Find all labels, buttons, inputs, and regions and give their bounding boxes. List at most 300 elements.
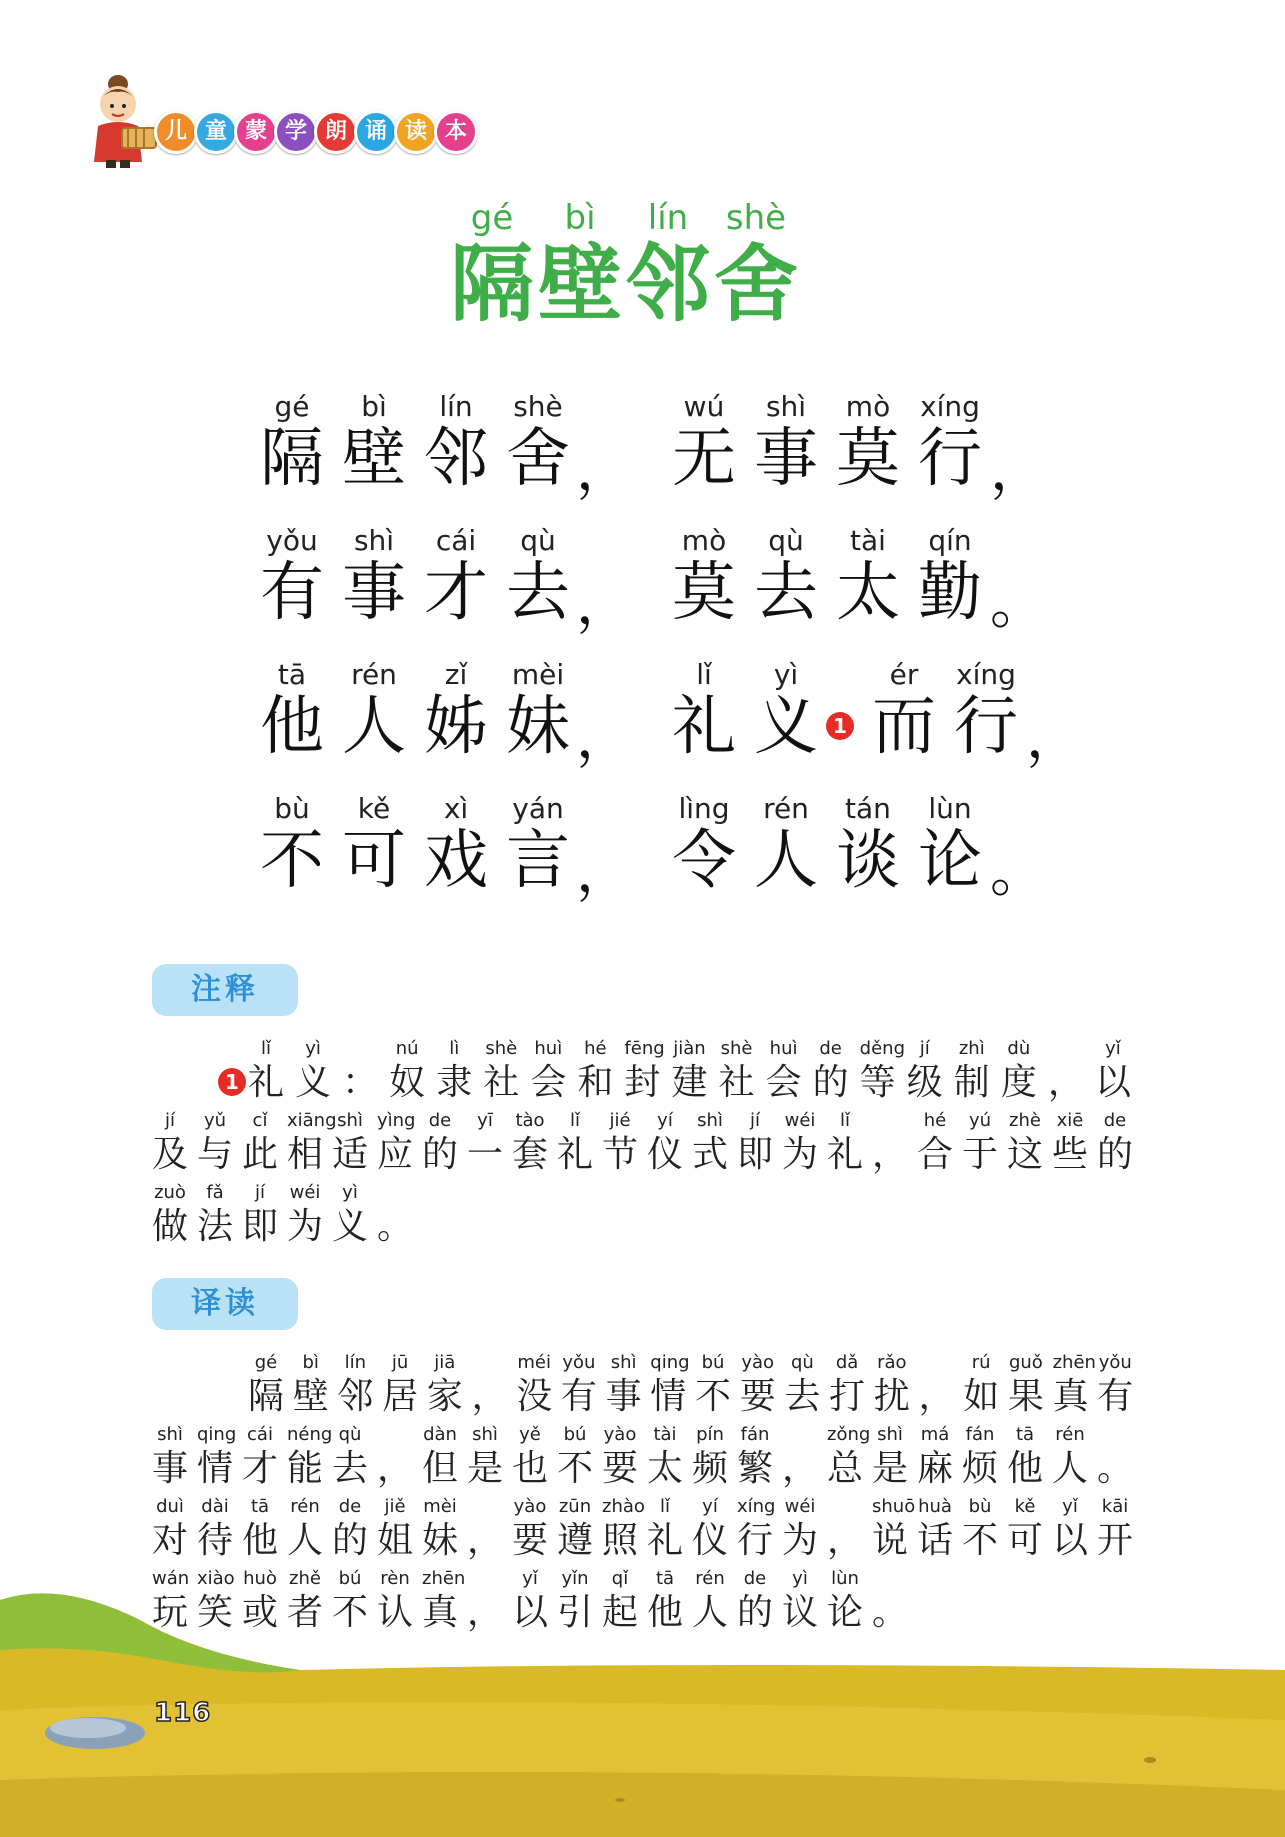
ruby-cell	[872, 1108, 908, 1176]
verse-char: 事	[342, 556, 406, 630]
ruby-pinyin: shì	[472, 1424, 498, 1445]
ruby-cell	[422, 1422, 458, 1490]
verse-cell	[826, 790, 910, 898]
ruby-pinyin: zhè	[1009, 1110, 1041, 1131]
verse-char: 莫	[836, 422, 900, 496]
translation-label: 译读	[152, 1278, 298, 1330]
ruby-cell	[719, 1036, 755, 1104]
ruby-pinyin: dǎ	[835, 1352, 859, 1373]
verse-cell	[496, 522, 580, 630]
ruby-pinyin: mèi	[423, 1496, 457, 1517]
ruby-pinyin: yǐ	[522, 1568, 538, 1589]
verse-pinyin: xíng	[920, 390, 980, 423]
ruby-char: 会	[530, 1062, 567, 1103]
verse-pinyin: shì	[353, 524, 395, 557]
ruby-char: 度	[1000, 1062, 1037, 1103]
ruby-char: 为	[782, 1520, 819, 1561]
series-char: 读	[394, 110, 438, 154]
verse-pinyin: shì	[765, 390, 807, 423]
ruby-char: 义	[295, 1062, 332, 1103]
ruby-pinyin: jí	[164, 1110, 175, 1131]
ruby-cell	[692, 1494, 728, 1562]
ruby-cell	[287, 1108, 337, 1176]
ruby-char: 适	[332, 1134, 369, 1175]
verse-char: 勤	[918, 556, 982, 630]
ruby-pinyin: xiāng	[287, 1110, 337, 1131]
ruby-pinyin: cái	[247, 1424, 273, 1445]
ruby-pinyin: yì	[792, 1568, 808, 1589]
ruby-pinyin: yǒu	[562, 1352, 596, 1373]
verse-cell	[944, 656, 1028, 764]
ruby-pinyin: rǎo	[877, 1352, 907, 1373]
ruby-cell	[472, 1350, 508, 1418]
verse-pinyin: yǒu	[266, 524, 318, 557]
ruby-char: 不	[557, 1448, 594, 1489]
ruby-char: 引	[557, 1592, 594, 1633]
ruby-char: 。	[1097, 1448, 1134, 1489]
ruby-pinyin: yǐ	[1062, 1496, 1078, 1517]
ruby-char: 姐	[377, 1520, 414, 1561]
ruby-pinyin: tào	[515, 1110, 545, 1131]
ruby-pinyin: tā	[250, 1496, 270, 1517]
ruby-pinyin: zūn	[558, 1496, 592, 1517]
ruby-char: 仪	[692, 1520, 729, 1561]
ruby-pinyin: qù	[338, 1424, 362, 1445]
verse-pinyin: lìng	[678, 792, 730, 825]
ruby-cell	[1052, 1350, 1096, 1418]
ruby-pinyin: yì	[305, 1038, 321, 1059]
ruby-char: ：	[342, 1062, 379, 1103]
verse-pinyin: mò	[845, 390, 891, 423]
ruby-pinyin: de	[819, 1038, 842, 1059]
verse-cell	[862, 656, 946, 764]
ruby-cell	[962, 1108, 998, 1176]
verse-pinyin: mò	[681, 524, 727, 557]
ruby-cell	[436, 1036, 472, 1104]
verse-char: 事	[754, 422, 818, 496]
ruby-char: 认	[377, 1592, 414, 1633]
ruby-char: 论	[827, 1592, 864, 1633]
ruby-cell	[332, 1494, 368, 1562]
ruby-cell	[1008, 1350, 1044, 1418]
ruby-cell	[782, 1494, 818, 1562]
ruby-cell	[389, 1036, 425, 1104]
ruby-pinyin: shè	[720, 1038, 753, 1059]
verse-punct: ，	[1026, 706, 1082, 771]
ruby-char: 麻	[917, 1448, 954, 1489]
verse-char: 才	[424, 556, 488, 630]
verse-pinyin: wú	[683, 390, 725, 423]
ruby-cell	[692, 1108, 728, 1176]
verse-cell	[250, 790, 334, 898]
ruby-char: 起	[602, 1592, 639, 1633]
verse-char: 可	[342, 824, 406, 898]
note-marker: 1	[826, 712, 854, 740]
ruby-pinyin	[782, 1422, 818, 1448]
verse-punct: ，	[576, 706, 632, 771]
verse-pinyin: tài	[850, 524, 886, 557]
ruby-cell	[1097, 1108, 1133, 1176]
ruby-cell	[377, 1494, 413, 1562]
ruby-char: 或	[242, 1592, 279, 1633]
ruby-cell	[602, 1494, 645, 1562]
verse-char: 论	[918, 824, 982, 898]
ruby-char: 是	[467, 1448, 504, 1489]
ruby-pinyin: rén	[290, 1496, 320, 1517]
title-pinyin: lín	[647, 198, 689, 238]
title-char: 邻	[626, 235, 711, 333]
ruby-char: 事	[152, 1448, 189, 1489]
verse-cell	[414, 790, 498, 898]
verse-cell	[250, 656, 334, 764]
ruby-char: 可	[1007, 1520, 1044, 1561]
ruby-cell	[919, 1350, 955, 1418]
ruby-char: 不	[962, 1520, 999, 1561]
ruby-pinyin: jiě	[384, 1496, 406, 1517]
ruby-cell	[577, 1036, 613, 1104]
ruby-pinyin: lín	[344, 1352, 367, 1373]
ruby-cell	[784, 1350, 820, 1418]
ruby-pinyin: lǐ	[260, 1038, 271, 1059]
ruby-pinyin: qing	[650, 1352, 690, 1373]
ruby-cell	[872, 1422, 908, 1490]
ruby-char: 居	[382, 1376, 419, 1417]
ruby-char: 礼	[647, 1520, 684, 1561]
title-char: 舍	[714, 235, 799, 333]
ruby-char: 义	[332, 1206, 369, 1247]
title-char: 壁	[538, 235, 623, 333]
ruby-cell	[293, 1350, 329, 1418]
ruby-cell	[872, 1494, 916, 1562]
ruby-cell	[561, 1350, 597, 1418]
ruby-cell	[242, 1180, 278, 1248]
verse-pinyin: bì	[361, 390, 387, 423]
ruby-char: 有	[1097, 1376, 1134, 1417]
ruby-char: 果	[1007, 1376, 1044, 1417]
ruby-pinyin: děng	[859, 1038, 906, 1059]
verse-char: 他	[260, 690, 324, 764]
ruby-char: 情	[197, 1448, 234, 1489]
ruby-cell	[917, 1422, 953, 1490]
ruby-char: ，	[377, 1448, 414, 1489]
verse-pinyin: bù	[274, 792, 310, 825]
ruby-pinyin: hé	[923, 1110, 947, 1131]
verse-char: 姊	[424, 690, 488, 764]
ruby-char: 为	[782, 1134, 819, 1175]
ruby-cell	[827, 1108, 863, 1176]
verse-cell	[414, 388, 498, 496]
ruby-pinyin: jí	[919, 1038, 930, 1059]
verse-pinyin: shè	[513, 390, 563, 423]
series-badge	[92, 70, 512, 170]
ruby-char: 事	[605, 1376, 642, 1417]
ruby-cell	[377, 1180, 413, 1248]
verse-pinyin: yì	[773, 658, 799, 691]
verse-char: 壁	[342, 422, 406, 496]
ruby-pinyin: guǒ	[1008, 1352, 1043, 1373]
ruby-cell	[332, 1422, 368, 1490]
verse-pinyin: gé	[274, 390, 310, 423]
verse-pinyin: qù	[520, 524, 556, 557]
ruby-cell	[557, 1494, 593, 1562]
verse-pinyin: ér	[889, 658, 919, 691]
ruby-char: 相	[287, 1134, 324, 1175]
verse-char: 令	[672, 824, 736, 898]
ruby-cell	[467, 1108, 503, 1176]
ruby-char: 壁	[292, 1376, 329, 1417]
ruby-char: 要	[602, 1448, 639, 1489]
verse-char: 去	[754, 556, 818, 630]
ruby-cell	[483, 1036, 519, 1104]
ruby-char: 不	[332, 1592, 369, 1633]
ruby-cell	[917, 1108, 953, 1176]
ruby-cell	[740, 1350, 776, 1418]
verse-char: 去	[506, 556, 570, 630]
ruby-pinyin: lùn	[831, 1568, 859, 1589]
ruby-pinyin: kě	[1014, 1496, 1036, 1517]
ruby-cell	[962, 1494, 998, 1562]
ruby-char: 礼	[827, 1134, 864, 1175]
ruby-pinyin: yí	[657, 1110, 673, 1131]
ruby-char: 议	[782, 1592, 819, 1633]
ruby-char: 如	[963, 1376, 1000, 1417]
ruby-char: 总	[827, 1448, 864, 1489]
verse-pinyin: lín	[439, 390, 473, 423]
verse-cell	[662, 656, 746, 764]
ruby-cell	[242, 1494, 278, 1562]
ruby-char: 套	[512, 1134, 549, 1175]
ruby-char: 扰	[873, 1376, 910, 1417]
notes-label: 注释	[152, 964, 298, 1016]
ruby-cell	[512, 1422, 548, 1490]
ruby-cell	[332, 1180, 368, 1248]
ruby-cell	[332, 1108, 368, 1176]
ruby-char: 是	[872, 1448, 909, 1489]
verse-char: 隔	[260, 422, 324, 496]
ruby-pinyin	[919, 1350, 955, 1376]
ruby-pinyin	[467, 1494, 503, 1520]
ruby-char: 太	[647, 1448, 684, 1489]
verse-cell	[744, 790, 828, 898]
ruby-char: ，	[782, 1448, 819, 1489]
ruby-char: 式	[692, 1134, 729, 1175]
ruby-char: 。	[377, 1206, 414, 1247]
verse-cell	[496, 790, 580, 898]
series-char: 诵	[354, 110, 398, 154]
ruby-char: 些	[1052, 1134, 1089, 1175]
ruby-cell	[1007, 1422, 1043, 1490]
verse-punct: ，	[576, 438, 632, 503]
ruby-cell	[1097, 1494, 1133, 1562]
ruby-pinyin: pín	[696, 1424, 724, 1445]
ruby-char: 礼	[248, 1062, 285, 1103]
ruby-pinyin: yìng	[377, 1110, 416, 1131]
ruby-cell	[917, 1494, 953, 1562]
ruby-pinyin: tā	[1015, 1424, 1035, 1445]
ruby-char: 对	[152, 1520, 189, 1561]
ruby-cell	[650, 1350, 690, 1418]
ruby-cell	[647, 1494, 683, 1562]
ruby-pinyin: de	[743, 1568, 767, 1589]
ruby-char: 家	[426, 1376, 463, 1417]
series-char: 本	[434, 110, 478, 154]
ruby-cell	[197, 1494, 233, 1562]
verse-pinyin: tán	[845, 792, 891, 825]
ruby-cell	[737, 1108, 773, 1176]
verse-punct: 。	[990, 840, 1046, 905]
ruby-cell	[782, 1108, 818, 1176]
ruby-pinyin: bú	[701, 1352, 725, 1373]
ruby-cell	[295, 1036, 331, 1104]
ruby-char: 的	[812, 1062, 849, 1103]
ruby-cell	[1048, 1036, 1084, 1104]
ruby-pinyin	[377, 1180, 413, 1206]
verse-char: 无	[672, 422, 736, 496]
ruby-cell	[1052, 1108, 1088, 1176]
ruby-cell	[782, 1422, 818, 1490]
ruby-pinyin: fán	[965, 1424, 995, 1445]
ruby-pinyin: yào	[513, 1496, 547, 1517]
ruby-cell	[382, 1350, 418, 1418]
ruby-char: 要	[512, 1520, 549, 1561]
ruby-char: 和	[577, 1062, 614, 1103]
verse-cell	[332, 656, 416, 764]
ruby-pinyin: má	[920, 1424, 950, 1445]
ruby-char: 照	[602, 1520, 639, 1561]
ruby-char: 仪	[647, 1134, 684, 1175]
ruby-cell	[962, 1422, 998, 1490]
ruby-pinyin: fǎ	[206, 1182, 224, 1203]
ruby-char: ，	[1047, 1062, 1084, 1103]
ruby-pinyin: yào	[741, 1352, 775, 1373]
ruby-char: 有	[560, 1376, 597, 1417]
ruby-char: 人	[1052, 1448, 1089, 1489]
series-char: 童	[194, 110, 238, 154]
ruby-cell	[422, 1494, 458, 1562]
ruby-cell	[695, 1350, 731, 1418]
verse-cell	[662, 522, 746, 630]
ruby-char: ，	[471, 1376, 508, 1417]
verse-punct: 。	[990, 572, 1046, 637]
text-line	[152, 1036, 1142, 1108]
ruby-char: 的	[1097, 1134, 1134, 1175]
ruby-cell	[557, 1108, 593, 1176]
ruby-cell	[954, 1036, 990, 1104]
ruby-char: 的	[332, 1520, 369, 1561]
ruby-cell	[422, 1108, 458, 1176]
ruby-pinyin	[472, 1350, 508, 1376]
ruby-cell	[827, 1494, 863, 1562]
text-line	[152, 1108, 1142, 1180]
ruby-pinyin: jū	[391, 1352, 409, 1373]
ruby-cell	[337, 1350, 373, 1418]
ruby-cell	[1007, 1494, 1043, 1562]
ruby-cell	[242, 1422, 278, 1490]
verse-cell	[908, 388, 992, 496]
ruby-cell	[197, 1422, 237, 1490]
ruby-char: 行	[737, 1520, 774, 1561]
ruby-cell	[1052, 1422, 1088, 1490]
ruby-char: 节	[602, 1134, 639, 1175]
verse-cell	[332, 522, 416, 630]
verse-cell	[908, 790, 992, 898]
ruby-char: ，	[467, 1520, 504, 1561]
ruby-pinyin: rén	[1055, 1424, 1085, 1445]
ruby-char: 但	[422, 1448, 459, 1489]
ruby-pinyin: rú	[971, 1352, 991, 1373]
ruby-pinyin: yào	[603, 1424, 637, 1445]
ruby-pinyin: rèn	[380, 1568, 410, 1589]
verse-cell	[826, 388, 910, 496]
ruby-cell	[1097, 1350, 1133, 1418]
ruby-pinyin: zhào	[602, 1496, 645, 1517]
ruby-cell	[197, 1108, 233, 1176]
verse-punct: ，	[576, 572, 632, 637]
ruby-pinyin: shè	[485, 1038, 518, 1059]
verse-char: 不	[260, 824, 324, 898]
ruby-char: 社	[718, 1062, 755, 1103]
text-line	[152, 1494, 1142, 1566]
ruby-pinyin: cǐ	[252, 1110, 268, 1131]
ruby-char: 烦	[962, 1448, 999, 1489]
ruby-cell	[377, 1108, 416, 1176]
text-line	[152, 1422, 1142, 1494]
series-char: 蒙	[234, 110, 278, 154]
ruby-char: 频	[692, 1448, 729, 1489]
ruby-cell	[624, 1036, 665, 1104]
ruby-cell	[152, 1180, 188, 1248]
ruby-cell	[859, 1036, 906, 1104]
ruby-char: 待	[197, 1520, 234, 1561]
verse-cell	[496, 656, 580, 764]
verse-cell	[744, 656, 828, 764]
verse-pinyin: cái	[435, 524, 477, 557]
ruby-pinyin: nú	[395, 1038, 419, 1059]
verse-cell	[332, 388, 416, 496]
verse-pinyin: rén	[351, 658, 397, 691]
ruby-char: 做	[152, 1206, 189, 1247]
ruby-cell	[152, 1494, 188, 1562]
ruby-char: 会	[765, 1062, 802, 1103]
verse-char: 人	[342, 690, 406, 764]
ruby-pinyin: jiàn	[673, 1038, 706, 1059]
ruby-cell	[512, 1494, 548, 1562]
ruby-pinyin: bú	[338, 1568, 362, 1589]
scholar-boy-icon	[92, 70, 162, 170]
verse-char: 言	[506, 824, 570, 898]
ruby-pinyin	[1048, 1036, 1084, 1062]
ruby-char: ，	[872, 1134, 909, 1175]
ruby-char: 封	[624, 1062, 661, 1103]
ruby-char: 制	[953, 1062, 990, 1103]
ruby-pinyin: de	[1103, 1110, 1127, 1131]
ruby-char: 笑	[197, 1592, 234, 1633]
verse-pinyin: kě	[357, 792, 391, 825]
ruby-cell	[467, 1494, 503, 1562]
verse-cell	[496, 388, 580, 496]
ruby-char: 即	[242, 1206, 279, 1247]
verse-char: 谈	[836, 824, 900, 898]
ruby-pinyin: gé	[254, 1352, 278, 1373]
verse-cell	[744, 388, 828, 496]
ruby-pinyin: huì	[769, 1038, 798, 1059]
ruby-pinyin: xíng	[737, 1496, 776, 1517]
ruby-cell	[427, 1350, 463, 1418]
ruby-pinyin: tā	[655, 1568, 675, 1589]
ruby-char: 他	[242, 1520, 279, 1561]
ruby-pinyin: shì	[610, 1352, 637, 1373]
verse-pinyin: lùn	[928, 792, 972, 825]
